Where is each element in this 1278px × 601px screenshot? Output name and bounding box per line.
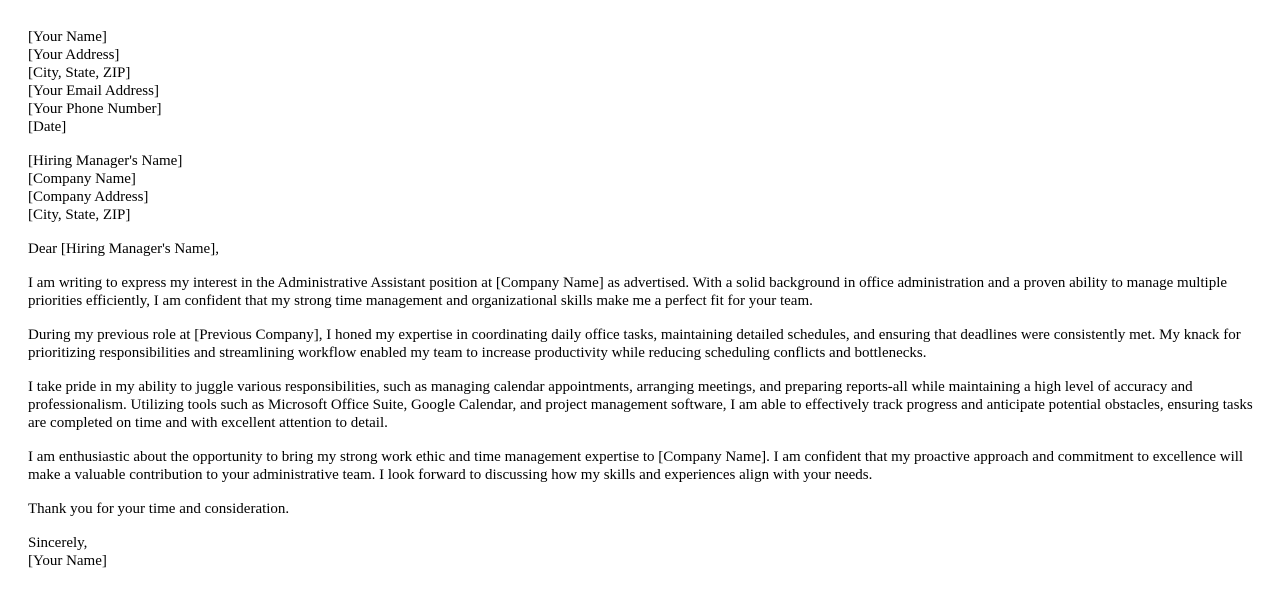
body-paragraph-1: I am writing to express my interest in the Administrative Assistant position at [Company Name] as advertised. With a solid background in office administration and a proven ability to manage multiple priorities efficiently, I am confident that my strong time management and organizational skills make me a perfect fit for your team. — [28, 275, 1228, 309]
signature: [Your Name] — [28, 553, 107, 569]
recipient-name: [Hiring Manager's Name] — [28, 153, 183, 169]
sender-address: [Your Address] — [28, 47, 120, 63]
cover-letter — [28, 28, 1258, 586]
closing-block — [28, 534, 1258, 570]
recipient-company: [Company Name] — [28, 171, 136, 187]
letter-date: [Date] — [28, 119, 67, 135]
recipient-company-address: [Company Address] — [28, 189, 149, 205]
recipient-city-state-zip: [City, State, ZIP] — [28, 207, 131, 223]
recipient-block — [28, 152, 1258, 224]
sender-phone: [Your Phone Number] — [28, 101, 162, 117]
body-paragraph-3: I take pride in my ability to juggle various responsibilities, such as managing calendar appointments, arranging meetings, and preparing reports-all while maintaining a high level of accuracy and professionalism. Utilizing tools such as Microsoft Office Suite, Google Calendar, and project management software, I am able to effectively track progress and anticipate potential obstacles, ensuring tasks are completed on time and with excellent attention to detail. — [28, 379, 1253, 431]
body-paragraph-4: I am enthusiastic about the opportunity to bring my strong work ethic and time management expertise to [Company Name]. I am confident that my proactive approach and commitment to excellence will make a valuable contribution to your administrative team. I look forward to discussing how my skills and experiences align with your needs. — [28, 449, 1244, 483]
sender-email: [Your Email Address] — [28, 83, 159, 99]
body-paragraph-5: Thank you for your time and consideration. — [28, 501, 290, 517]
body-paragraph-2: During my previous role at [Previous Company], I honed my expertise in coordinating daily office tasks, maintaining detailed schedules, and ensuring that deadlines were consistently met. My knack for prioritizing responsibilities and streamlining workflow enabled my team to increase productivity while reducing scheduling conflicts and bottlenecks. — [28, 327, 1241, 361]
valediction: Sincerely, — [28, 535, 88, 551]
salutation: Dear [Hiring Manager's Name], — [28, 241, 219, 257]
sender-city-state-zip: [City, State, ZIP] — [28, 65, 131, 81]
sender-name: [Your Name] — [28, 29, 107, 45]
sender-block — [28, 28, 1258, 136]
